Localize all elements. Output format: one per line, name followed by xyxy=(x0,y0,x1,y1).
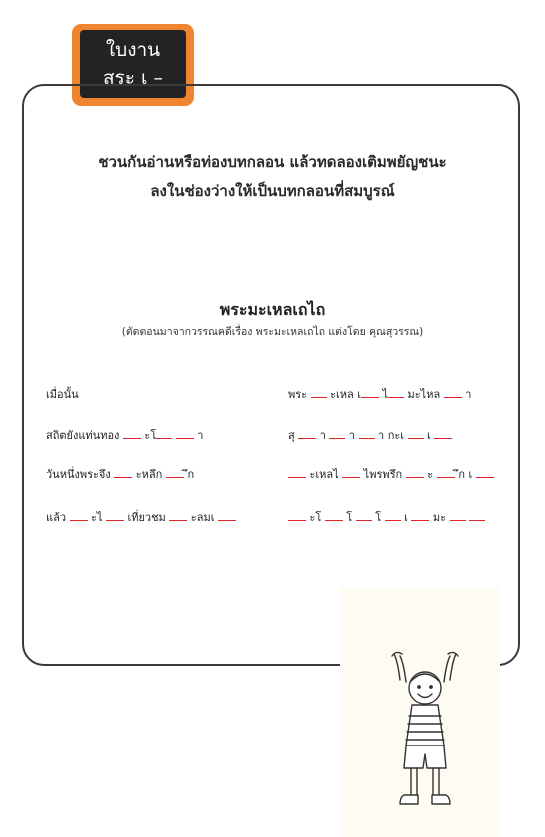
blank[interactable] xyxy=(444,386,462,398)
poem-source: (ตัดตอนมาจากวรรณคดีเรื่อง พระมะเหลเถไถ แต่งโดย คุณสุวรรณ) xyxy=(121,326,424,338)
blank[interactable] xyxy=(450,509,466,521)
poem-line-4-left: แล้ว ะไ เที่ยวชม ะลมเ xyxy=(46,508,236,526)
poem-line-1-left: เมื่อนั้น xyxy=(46,388,79,401)
blank[interactable] xyxy=(288,466,306,478)
blank[interactable] xyxy=(406,466,424,478)
badge-subtitle: สระ เ – xyxy=(102,67,164,89)
blank[interactable] xyxy=(329,427,345,439)
blank[interactable] xyxy=(176,427,194,439)
boy-illustration xyxy=(380,650,470,815)
blank[interactable] xyxy=(218,509,236,521)
blank[interactable] xyxy=(469,509,485,521)
blank[interactable] xyxy=(169,509,187,521)
blank[interactable] xyxy=(298,427,316,439)
blank[interactable] xyxy=(385,509,401,521)
badge-title: ใบงาน xyxy=(105,39,161,61)
blank[interactable] xyxy=(325,509,343,521)
poem-title: พระมะเหลเถไถ xyxy=(219,300,326,319)
poem-line-3-right: ะเหลไ ไพรพรึก ะ ึก เ xyxy=(288,465,494,483)
blank[interactable] xyxy=(388,386,404,398)
blank[interactable] xyxy=(476,466,494,478)
blank[interactable] xyxy=(359,427,375,439)
poem-line-2-left: สถิตยังแท่นทอง ะโ า xyxy=(46,429,204,442)
poem-line-3-left: วันหนึ่งพระจึง ะหลึก ึก xyxy=(46,468,195,481)
poem-line-2-right: สุ า า า กะเ เ xyxy=(288,426,452,444)
blank[interactable] xyxy=(342,466,360,478)
blank[interactable] xyxy=(411,509,429,521)
blank[interactable] xyxy=(114,466,132,478)
blank[interactable] xyxy=(311,386,327,398)
blank[interactable] xyxy=(361,386,379,398)
blank[interactable] xyxy=(356,509,372,521)
instruction-line-1: ชวนกันอ่านหรือท่องบทกลอน แล้วทดลองเติมพยัญชนะ xyxy=(98,153,447,171)
blank[interactable] xyxy=(166,466,184,478)
blank[interactable] xyxy=(288,509,306,521)
poem-line-1-right: พระ ะเหล เ ไ มะไหล า xyxy=(288,388,472,401)
blank[interactable] xyxy=(437,466,455,478)
blank[interactable] xyxy=(70,509,88,521)
blank[interactable] xyxy=(156,427,172,439)
instruction-line-2: ลงในช่องว่างให้เป็นบทกลอนที่สมบูรณ์ xyxy=(150,182,395,200)
poem-line-4-right: ะโ โ โ เ มะ xyxy=(288,508,485,526)
blank[interactable] xyxy=(106,509,124,521)
blank[interactable] xyxy=(434,427,452,439)
blank[interactable] xyxy=(123,427,141,439)
blank[interactable] xyxy=(408,427,424,439)
